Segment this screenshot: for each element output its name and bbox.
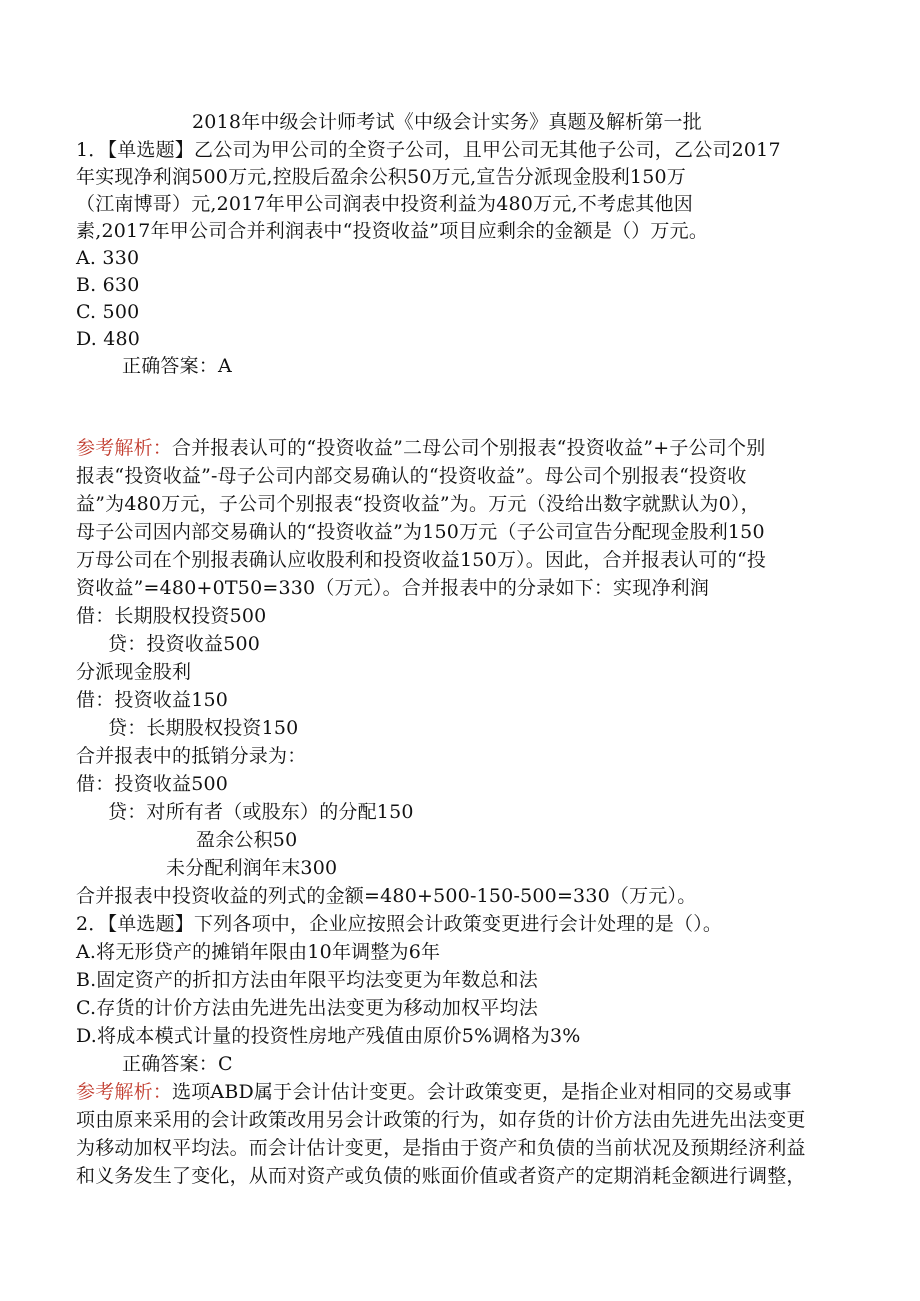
journal-entry-line: 贷：长期股权投资150: [108, 717, 299, 739]
journal-entry-line: 盈余公积50: [196, 829, 298, 851]
analysis-text-line: 为移动加权平均法。而会计估计变更，是指由于资产和负债的当前状况及预期经济利益: [76, 1137, 806, 1159]
journal-entry-line: 合并报表中投资收益的列式的金额=480+500-150-500=330（万元）。: [76, 885, 697, 907]
question-2-option-a: A.将无形贷产的摊销年限由10年调整为6年: [76, 941, 441, 963]
analysis-text-line: 报表“投资收益”-母子公司内部交易确认的“投资收益”。母公司个别报表“投资收: [76, 465, 747, 487]
journal-entry-line: 分派现金股利: [76, 661, 192, 683]
journal-entry-line: 贷：对所有者（或股东）的分配150: [108, 801, 414, 823]
analysis-text-line: 万母公司在个别报表确认应收股利和投资收益150万）。因此，合并报表认可的“投: [76, 549, 767, 571]
question-1-stem-line: 1．【单选题】乙公司为甲公司的全资子公司，且甲公司无其他子公司，乙公司2017: [76, 139, 781, 161]
analysis-text: 合并报表认可的“投资收益”二母公司个别报表“投资收益”+子公司个别: [172, 437, 766, 459]
question-2-option-c: C.存货的计价方法由先进先出法变更为移动加权平均法: [76, 997, 538, 1019]
analysis-text-line: 和义务发生了变化，从而对资产或负债的账面价值或者资产的定期消耗金额进行调整，: [76, 1165, 806, 1187]
question-2-option-b: B.固定资产的折扣方法由年限平均法变更为年数总和法: [76, 969, 539, 991]
question-1-stem-line: 素,2017年甲公司合并利润表中“投资收益”项目应剩余的金额是（）万元。: [76, 220, 709, 242]
journal-entry-line: 借：投资收益150: [76, 689, 229, 711]
question-2-answer: 正确答案：C: [122, 1053, 233, 1075]
question-1-option-c: C. 500: [76, 301, 140, 323]
analysis-text: 选项ABD属于会计估计变更。会计政策变更，是指企业对相同的交易或事: [172, 1081, 792, 1103]
journal-entry-line: 未分配利润年末300: [166, 857, 338, 879]
question-1-option-a: A. 330: [76, 247, 140, 269]
analysis-text-line: 母子公司因内部交易确认的“投资收益”为150万元（子公司宣告分配现金股利150: [76, 521, 765, 543]
question-1-answer: 正确答案：A: [122, 355, 232, 377]
analysis-label: 参考解析：: [76, 1081, 173, 1103]
question-2-analysis-first-line: [76, 1078, 792, 1106]
question-1-option-b: B. 630: [76, 274, 140, 296]
analysis-label: 参考解析：: [76, 437, 173, 459]
analysis-text-line: 资收益”=480+0T50=330（万元）。合并报表中的分录如下：实现净利润: [76, 577, 710, 599]
question-1-stem-line: 年实现净利润500万元,控股后盈余公积50万元,宣告分派现金股利150万: [76, 166, 686, 188]
journal-entry-line: 贷：投资收益500: [108, 633, 261, 655]
question-1-option-d: D. 480: [76, 328, 141, 350]
question-1-stem-line: （江南博哥）元,2017年甲公司润表中投资利益为480万元,不考虑其他因: [76, 193, 693, 215]
question-2-stem: 2．【单选题】下列各项中，企业应按照会计政策变更进行会计处理的是（）。: [76, 913, 723, 935]
analysis-text-line: 益”为480万元，子公司个别报表“投资收益”为。万元（没给出数字就默认为0），: [76, 493, 760, 515]
journal-entry-line: 借：长期股权投资500: [76, 605, 267, 627]
journal-entry-line: 合并报表中的抵销分录为：: [76, 745, 307, 767]
analysis-text-line: 项由原来采用的会计政策改用另会计政策的行为，如存货的计价方法由先进先出法变更: [76, 1109, 806, 1131]
journal-entry-line: 借：投资收益500: [76, 773, 229, 795]
document-title: 2018年中级会计师考试《中级会计实务》真题及解析第一批: [192, 111, 702, 133]
question-1-analysis-first-line: [76, 434, 765, 462]
question-2-option-d: D.将成本模式计量的投资性房地产残值由原价5%调格为3%: [76, 1025, 581, 1047]
